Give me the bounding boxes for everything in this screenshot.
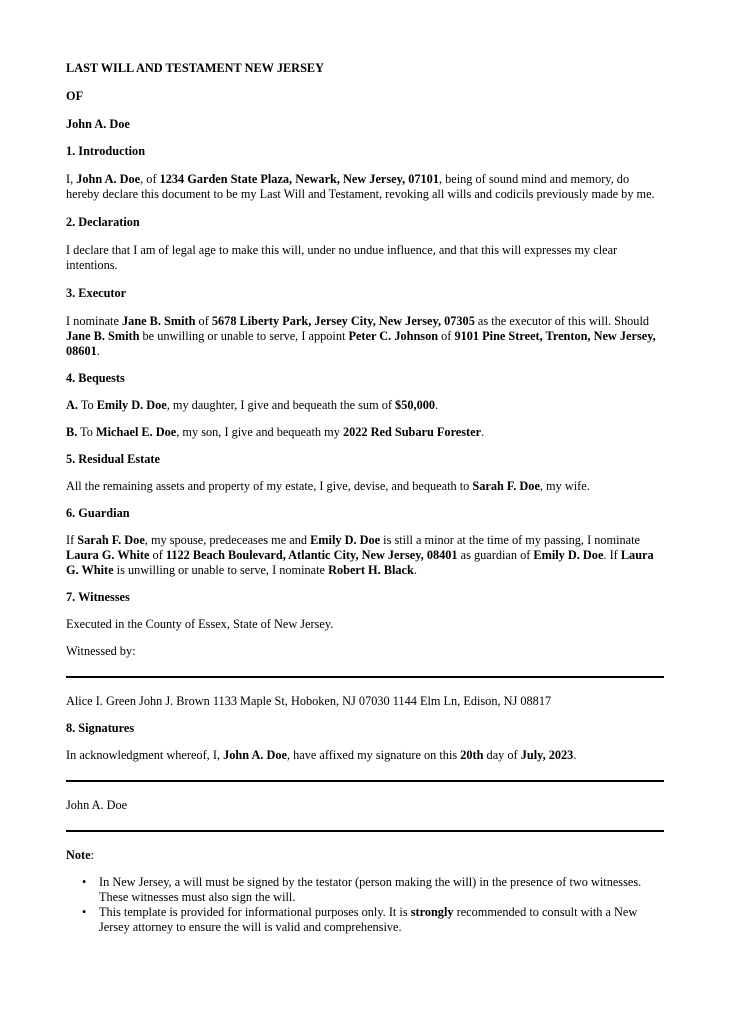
- declaration-paragraph: I declare that I am of legal age to make this will, under no undue influence, and that this will expresses my clear intentions.: [66, 243, 618, 272]
- signatures-paragraph: In acknowledgment whereof, I, John A. Doe, have affixed my signature on this 20th day of July, 2023.: [66, 748, 577, 762]
- bequest-a: A. To Emily D. Doe, my daughter, I give and bequeath the sum of $50,000.: [66, 398, 439, 412]
- residual-paragraph: All the remaining assets and property of my estate, I give, devise, and bequeath to Sarah F. Doe, my wife.: [66, 479, 590, 493]
- testator-name: John A. Doe: [66, 117, 130, 131]
- witness-signature-line: [66, 676, 664, 678]
- witness-details: Alice I. Green John J. Brown 1133 Maple St, Hoboken, NJ 07030 1144 Elm Ln, Edison, NJ 08817: [66, 694, 552, 708]
- note-label: Note:: [66, 848, 95, 862]
- executor-paragraph: I nominate Jane B. Smith of 5678 Liberty Park, Jersey City, New Jersey, 07305 as the executor of this will. Should Jane B. Smith be unwilling or unable to serve, I appoint Peter C. Johnson of 9101 Pine Street, Trenton, New Jersey, 08601.: [66, 314, 656, 358]
- title-of: OF: [66, 89, 84, 103]
- witnessed-by-label: Witnessed by:: [66, 644, 136, 658]
- note-divider: [66, 830, 664, 832]
- section-heading-bequests: 4. Bequests: [66, 371, 125, 385]
- introduction-paragraph: I, John A. Doe, of 1234 Garden State Plaza, Newark, New Jersey, 07101, being of sound mind and memory, do hereby declare this document to be my Last Will and Testament, revoking all wills and codicils previously made by me.: [66, 172, 655, 201]
- note-list: [66, 875, 664, 935]
- section-heading-guardian: 6. Guardian: [66, 506, 130, 520]
- signer-name: John A. Doe: [66, 798, 128, 812]
- bequest-b: B. To Michael E. Doe, my son, I give and bequeath my 2022 Red Subaru Forester.: [66, 425, 485, 439]
- note-bullet-disclaimer: • This template is provided for informational purposes only. It is strongly recommended to consult with a New Jersey attorney to ensure the will is valid and comprehensive.: [99, 905, 664, 935]
- section-heading-declaration: 2. Declaration: [66, 215, 140, 229]
- note-bullet-signing: • In New Jersey, a will must be signed by the testator (person making the will) in the presence of two witnesses. These witnesses must also sign the will.: [99, 875, 664, 905]
- section-heading-witnesses: 7. Witnesses: [66, 590, 130, 604]
- document-page: [66, 61, 664, 935]
- testator-signature-line: [66, 780, 664, 782]
- section-heading-residual: 5. Residual Estate: [66, 452, 160, 466]
- document-title: LAST WILL AND TESTAMENT NEW JERSEY: [66, 61, 324, 75]
- section-heading-executor: 3. Executor: [66, 286, 127, 300]
- executed-in-text: Executed in the County of Essex, State of New Jersey.: [66, 617, 334, 631]
- section-heading-signatures: 8. Signatures: [66, 721, 135, 735]
- guardian-paragraph: If Sarah F. Doe, my spouse, predeceases me and Emily D. Doe is still a minor at the time of my passing, I nominate Laura G. White of 1122 Beach Boulevard, Atlantic City, New Jersey, 08401 as guardian of Emily D. Doe. If Laura G. White is unwilling or unable to serve, I nominate Robert H. Black.: [66, 533, 654, 577]
- section-heading-introduction: 1. Introduction: [66, 144, 146, 158]
